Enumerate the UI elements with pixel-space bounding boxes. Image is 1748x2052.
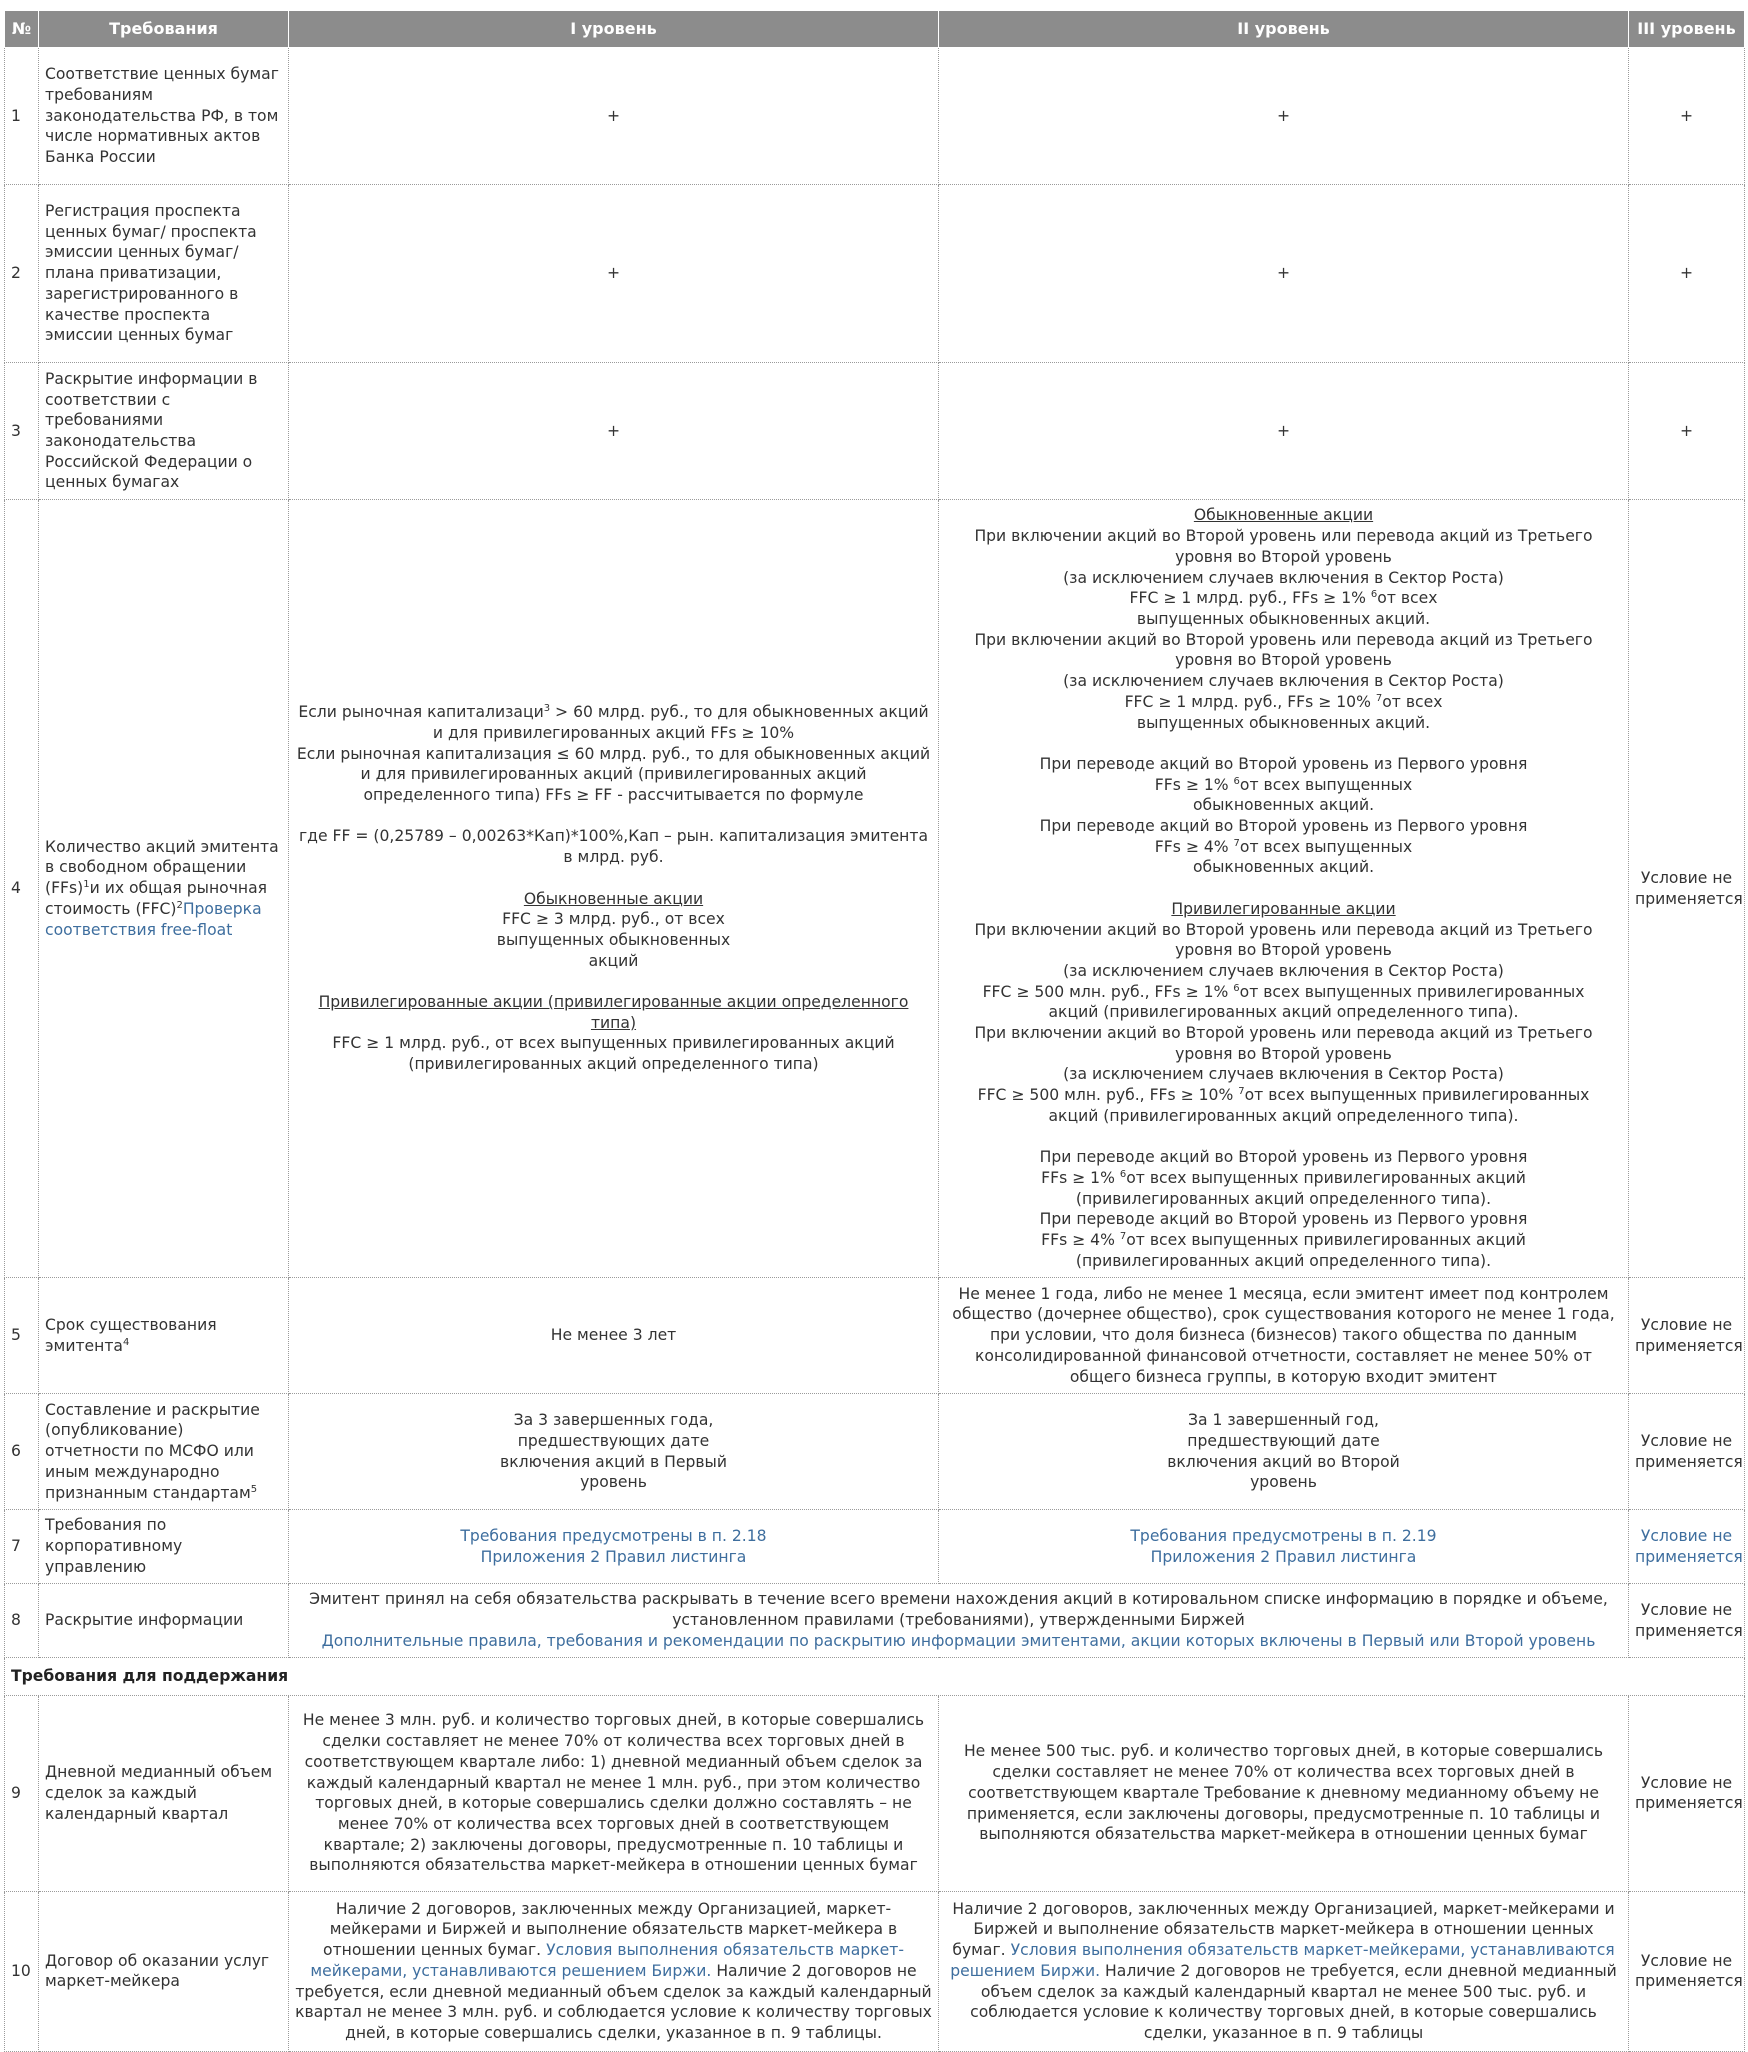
footnote-mark: 7 (1119, 1230, 1127, 1242)
text-part: FFs ≥ 1% (1154, 775, 1234, 794)
row-number: 2 (5, 185, 39, 363)
market-maker-conditions-link[interactable]: Условия выполнения обязательств маркет-мейкерами, устанавливаются решением Биржи. (310, 1941, 904, 1980)
table-row (5, 500, 1745, 1278)
spacer (945, 1127, 1622, 1148)
text-part: от всех выпущенных привилегированных акций (привилегированных акций определенного типа). (1048, 982, 1585, 1022)
ordinary-shares-title: Обыкновенные акции (523, 889, 704, 908)
text-part: FFC ≥ 500 млн. руб., FFs ≥ 1% (982, 982, 1234, 1001)
contract-text: Наличие 2 договоров не требуется, если дневной медианный объем сделок за каждый календарный квартал не менее 500 тыс. руб. и соблюдается условие к количеству торговых дней, в которые совершались сделки, указанное в п. 9 таблицы (970, 1961, 1617, 2042)
requirement-cell: Соответствие ценных бумаг требованиям законодательства РФ, в том числе нормативных актов Банка России (39, 48, 289, 185)
level-3-cell: Условие не применяется (1629, 1394, 1745, 1510)
table-row (5, 48, 1745, 185)
footnote-mark: 6 (1119, 1168, 1127, 1180)
row-number: 1 (5, 48, 39, 185)
exclusion-note-text: (за исключением случаев включения в Сектор Роста) (1063, 1065, 1504, 1084)
listing-requirements-table-wrapper (4, 10, 1744, 2052)
ordinary-condition-1 (945, 588, 1622, 629)
requirement-cell: Договор об оказании услуг маркет-мейкера (39, 1891, 289, 2051)
header-level-1: I уровень (289, 11, 939, 48)
level-3-cell: + (1629, 363, 1745, 500)
preferred-shares-title: Привилегированные акции (привилегированные акции определенного типа) (318, 993, 909, 1032)
level-1-cell (289, 1891, 939, 2051)
contract-text: Наличие 2 договоров, заключенных между Организацией, маркет-мейкерами и Биржей и выполнение обязательств маркет-мейкера в отношении ценных бумаг. (323, 1899, 898, 1960)
text-part: FFC ≥ 1 млрд. руб., FFs ≥ 1% (1129, 589, 1371, 608)
text-part: от всех выпущенных обыкновенных акций. (1192, 775, 1413, 815)
level-3-cell: Условие не применяется (1629, 1278, 1745, 1394)
corporate-governance-link[interactable]: Требования предусмотрены в п. 2.19 Приложения 2 Правил листинга (1130, 1526, 1437, 1566)
level-2-text: За 1 завершенный год, предшествующий дате включения акций во Второй уровень (1167, 1411, 1400, 1492)
ordinary-shares-text: FFC ≥ 3 млрд. руб., от всех выпущенных обыкновенных акций (496, 910, 731, 970)
row-number: 4 (5, 500, 39, 1278)
level-1-cell (289, 1394, 939, 1510)
table-row (5, 1394, 1745, 1510)
text-part: от всех выпущенных обыкновенных акций. (1136, 692, 1443, 732)
footnote-mark: 6 (1370, 589, 1378, 601)
footnote-mark: 6 (1233, 775, 1240, 787)
table-row (5, 363, 1745, 500)
requirement-cell: Раскрытие информации в соответствии с требованиями законодательства Российской Федерации о ценных бумагах (39, 363, 289, 500)
text-part: Если рыночная капитализаци (298, 703, 544, 722)
footnote-mark: 7 (1238, 1085, 1245, 1097)
footnote-mark: 2 (176, 899, 183, 911)
requirement-text: Количество акций эмитента в свободном обращении (FFs) (45, 837, 279, 898)
market-maker-conditions-link[interactable]: Условия выполнения обязательств маркет-мейкерами, устанавливаются решением Биржи. (950, 1941, 1615, 1980)
level-2-cell (939, 1510, 1629, 1584)
footnote-mark: 6 (1233, 982, 1240, 994)
table-row (5, 1584, 1745, 1658)
row-number: 3 (5, 363, 39, 500)
requirement-cell: Дневной медианный объем сделок за каждый календарный квартал (39, 1695, 289, 1891)
text-part: от всех выпущенных обыкновенных акций. (1192, 837, 1413, 877)
level-3-cell: + (1629, 48, 1745, 185)
row-number: 10 (5, 1891, 39, 2051)
contract-text: Наличие 2 договоров не требуется, если дневной медианный объем сделок за каждый календарный квартал не менее 3 млн. руб. и соблюдается условие к количеству торговых дней, в которые совершались сделки, указанное в п. 9 таблицы. (295, 1961, 932, 2042)
footnote-mark: 4 (122, 1336, 130, 1348)
level-3-cell (1629, 1510, 1745, 1584)
table-row (5, 1695, 1745, 1891)
level-2-cell (939, 500, 1629, 1278)
row-number: 6 (5, 1394, 39, 1510)
level-1-cell (289, 1510, 939, 1584)
listing-requirements-table (4, 10, 1745, 2052)
text-part: от всех выпущенных привилегированных акций (привилегированных акций определенного типа). (1075, 1231, 1526, 1270)
transfer-condition-text: При переводе акций во Второй уровень из Первого уровня (1039, 1210, 1528, 1229)
level-2-cell: + (939, 185, 1629, 363)
corporate-governance-link[interactable]: Требования предусмотрены в п. 2.18 Приложения 2 Правил листинга (460, 1526, 767, 1566)
preferred-shares-text: FFC ≥ 1 млрд. руб., от всех выпущенных привилегированных акций (привилегированных акций определенного типа) (332, 1034, 895, 1074)
capitalization-above-text (295, 702, 932, 743)
ordinary-condition-2 (945, 692, 1622, 733)
requirement-cell (39, 1394, 289, 1510)
footnote-mark: 7 (1233, 837, 1240, 849)
level-1-cell (289, 500, 939, 1278)
capitalization-below-text: Если рыночная капитализация ≤ 60 млрд. руб., то для обыкновенных акций и для привилегированных акций (привилегированных акций определенного типа) FFs ≥ FF - рассчитывается по формуле (296, 744, 931, 804)
requirement-text: Составление и раскрытие (опубликование) отчетности по МСФО или иным международно признанным стандартам (45, 1400, 260, 1502)
text-part: от всех выпущенных привилегированных акций (привилегированных акций определенного типа). (1048, 1086, 1590, 1125)
footnote-mark: 5 (250, 1483, 258, 1495)
text-part: > 60 млрд. руб., то для обыкновенных акций и для привилегированных акций FFs ≥ 10% (432, 703, 929, 742)
formula-text: где FF = (0,25789 – 0,00263*Кап)*100%,Кап – рын. капитализация эмитента в млрд. руб. (298, 827, 929, 867)
text-part: FFC ≥ 1 млрд. руб., FFs ≥ 10% (1124, 692, 1376, 711)
row-number: 9 (5, 1695, 39, 1891)
text-part: FFs ≥ 1% (1041, 1168, 1120, 1187)
transfer-condition-text: При переводе акций во Второй уровень из Первого уровня (1039, 754, 1528, 773)
disclosure-obligation-text: Эмитент принял на себя обязательства раскрывать в течение всего времени нахождения акций в котировальном списке информацию в порядке и объеме, установленном правилами (требованиями), утвержденными Биржей (309, 1590, 1608, 1630)
level-1-cell: Не менее 3 млн. руб. и количество торговых дней, в которые совершались сделки составляет не менее 70% от количества всех торговых дней в соответствующем квартале либо: 1) дневной медианный объем сделок за каждый календарный квартал не менее 1 млн. руб., при этом количество торговых дней, в которые совершались сделки должно составлять – не менее 70% от количества всех торговых дней в соответствующем квартале; 2) заключены договоры, предусмотренные п. 10 таблицы и выполняются обязательства маркет-мейкера в отношении ценных бумаг (289, 1695, 939, 1891)
level-1-cell: Не менее 3 лет (289, 1278, 939, 1394)
level-1-2-merged-cell (289, 1584, 1629, 1658)
level-2-cell (939, 1891, 1629, 2051)
text-part: от всех выпущенных привилегированных акций (привилегированных акций определенного типа). (1075, 1168, 1526, 1208)
inclusion-condition-text: При включении акций во Второй уровень или перевода акций из Третьего уровня во Второй уровень (974, 920, 1593, 960)
level-2-cell (939, 1394, 1629, 1510)
inclusion-condition-text: При включении акций во Второй уровень или перевода акций из Третьего уровня во Второй уровень (974, 1024, 1593, 1063)
disclosure-rules-link[interactable]: Дополнительные правила, требования и рекомендации по раскрытию информации эмитентами, акции которых включены в Первый или Второй уровень (321, 1631, 1596, 1650)
table-row (5, 1510, 1745, 1584)
spacer (295, 971, 932, 992)
table-row (5, 1278, 1745, 1394)
requirement-cell: Раскрытие информации (39, 1584, 289, 1658)
text-part: FFs ≥ 4% (1154, 837, 1234, 856)
requirement-cell (39, 500, 289, 1278)
spacer (295, 806, 932, 827)
footnote-mark: 7 (1375, 692, 1383, 704)
ordinary-condition-4 (945, 837, 1622, 878)
header-num: № (5, 11, 39, 48)
preferred-condition-2 (945, 1085, 1622, 1126)
level-1-cell: + (289, 185, 939, 363)
level-3-cell: + (1629, 185, 1745, 363)
footnote-mark: 3 (543, 702, 551, 714)
requirement-text: Срок существования эмитента (45, 1315, 217, 1355)
spacer (945, 878, 1622, 899)
level-1-text: За 3 завершенных года, предшествующих дате включения акций в Первый уровень (500, 1411, 727, 1492)
exclusion-note-text: (за исключением случаев включения в Сектор Роста) (1063, 568, 1504, 587)
spacer (295, 868, 932, 889)
exclusion-note-text: (за исключением случаев включения в Сектор Роста) (1063, 672, 1504, 691)
transfer-condition-text: При переводе акций во Второй уровень из Первого уровня (1039, 817, 1528, 836)
level-2-cell: + (939, 363, 1629, 500)
corporate-governance-link[interactable]: Условие не применяется (1635, 1526, 1743, 1566)
requirement-cell: Требования по корпоративному управлению (39, 1510, 289, 1584)
requirement-text: и их общая рыночная стоимость (FFC) (45, 879, 268, 918)
ordinary-shares-title: Обыкновенные акции (1193, 506, 1374, 525)
preferred-condition-4 (945, 1230, 1622, 1271)
level-3-cell: Условие не применяется (1629, 1695, 1745, 1891)
level-3-cell: Условие не применяется (1629, 500, 1745, 1278)
inclusion-condition-text: При включении акций во Второй уровень или перевода акций из Третьего уровня во Второй уровень (974, 630, 1593, 670)
inclusion-condition-text: При включении акций во Второй уровень или перевода акций из Третьего уровня во Второй уровень (974, 527, 1593, 566)
spacer (945, 733, 1622, 754)
requirement-cell: Регистрация проспекта ценных бумаг/ проспекта эмиссии ценных бумаг/ плана приватизации, зарегистрированного в качестве проспекта эмиссии ценных бумаг (39, 185, 289, 363)
ordinary-condition-3 (945, 775, 1622, 816)
text-part: FFs ≥ 4% (1041, 1231, 1120, 1250)
table-row (5, 185, 1745, 363)
level-3-cell: Условие не применяется (1629, 1891, 1745, 2051)
free-float-check-link[interactable]: Проверка соответствия free-float (45, 899, 262, 939)
contract-text: Наличие 2 договоров, заключенных между Организацией, маркет-мейкерами и Биржей и выполнение обязательств маркет-мейкера в отношении ценных бумаг. (952, 1899, 1615, 1960)
level-3-cell: Условие не применяется (1629, 1584, 1745, 1658)
section-row (5, 1658, 1745, 1696)
preferred-condition-1 (945, 982, 1622, 1023)
requirement-cell (39, 1278, 289, 1394)
table-row (5, 1891, 1745, 2051)
footnote-mark: 1 (83, 878, 90, 890)
header-level-2: II уровень (939, 11, 1629, 48)
header-requirements: Требования (39, 11, 289, 48)
level-1-cell: + (289, 363, 939, 500)
header-row (5, 11, 1745, 48)
text-part: FFC ≥ 500 млн. руб., FFs ≥ 10% (977, 1086, 1239, 1105)
level-2-cell: Не менее 1 года, либо не менее 1 месяца, если эмитент имеет под контролем общество (дочернее общество), срок существования которого не менее 1 года, при условии, что доля бизнеса (бизнесов) такого общества по данным консолидированной финансовой отчетности, составляет не менее 50% от общего бизнеса группы, в которую входит эмитент (939, 1278, 1629, 1394)
text-part: от всех выпущенных обыкновенных акций. (1136, 589, 1438, 628)
row-number: 7 (5, 1510, 39, 1584)
level-1-cell: + (289, 48, 939, 185)
row-number: 8 (5, 1584, 39, 1658)
transfer-condition-text: При переводе акций во Второй уровень из Первого уровня (1039, 1148, 1528, 1167)
level-2-cell: Не менее 500 тыс. руб. и количество торговых дней, в которые совершались сделки составляет не менее 70% от количества всех торговых дней в соответствующем квартале Требование к дневному медианному объему не применяется, если заключены договоры, предусмотренные п. 10 таблицы и выполняются обязательства маркет-мейкера в отношении ценных бумаг (939, 1695, 1629, 1891)
exclusion-note-text: (за исключением случаев включения в Сектор Роста) (1063, 961, 1504, 980)
preferred-shares-title: Привилегированные акции (1171, 899, 1396, 918)
header-level-3: III уровень (1629, 11, 1745, 48)
row-number: 5 (5, 1278, 39, 1394)
level-2-cell: + (939, 48, 1629, 185)
section-title: Требования для поддержания (5, 1658, 1745, 1696)
preferred-condition-3 (945, 1168, 1622, 1209)
